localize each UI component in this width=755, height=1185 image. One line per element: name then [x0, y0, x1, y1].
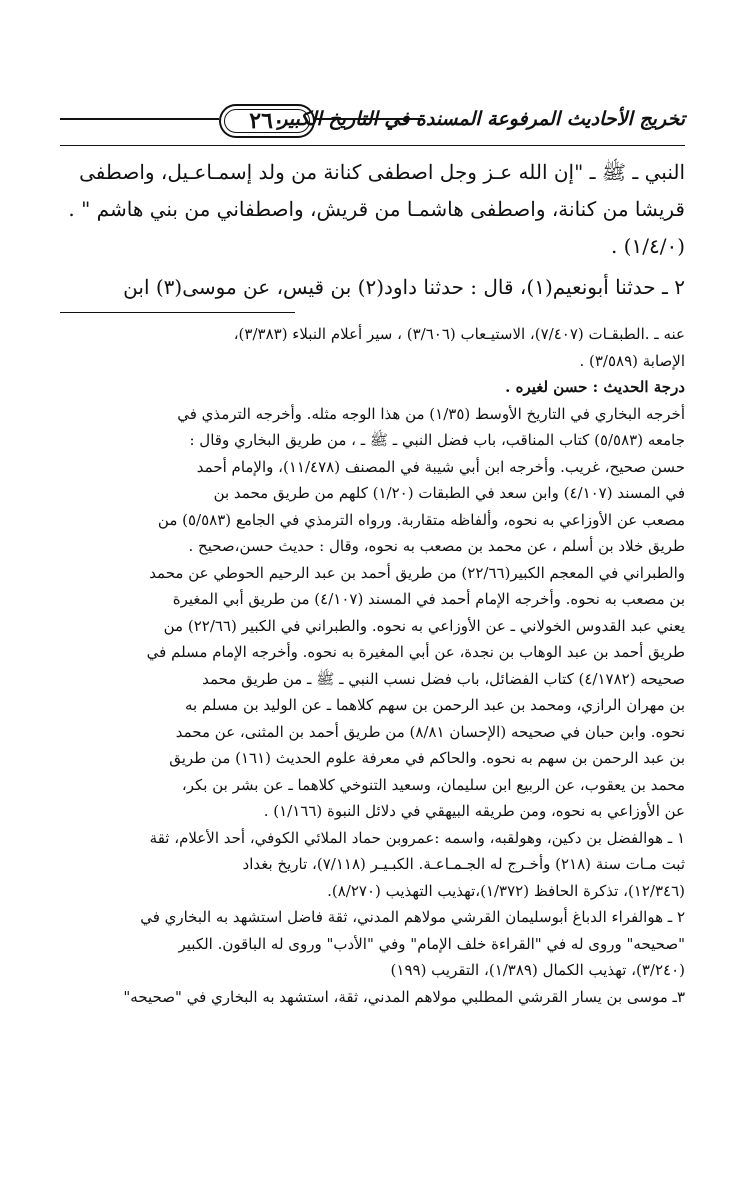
footnote-3-line: ٣ـ موسى بن يسار القرشي المطلبي مولاهم المدني، ثقة، استشهد به البخاري في "صحيحه": [123, 987, 685, 1006]
narration-line: ٢ ـ حدثنا أبونعيم(١)، قال : حدثنا داود(٢) بن قيس، عن موسى(٣) ابن: [123, 275, 685, 299]
takhrij-line: محمد بن يعقوب، عن الربيع ابن سليمان، وسعيد التنوخي كلاهما ـ عن بشر بن بكر،: [181, 775, 685, 794]
takhrij-line: حسن صحيح، غريب. وأخرجه ابن أبي شيبة في المصنف (١١/٤٧٨)، والإمام أحمد: [196, 457, 685, 476]
main-text: [60, 154, 685, 306]
book-page: [60, 92, 685, 1010]
takhrij-line: بن مهران الرازي، ومحمد بن عبد الرحمن بن سهم كلاهما ـ عن الوليد بن مسلم به: [184, 696, 685, 714]
hadith-grade: درجة الحديث : حسن لغيره .: [505, 378, 685, 396]
takhrij-line: عن الأوزاعي به نحوه، ومن طريقه البيهقي في دلائل النبوة (١/١٦٦) .: [263, 802, 685, 820]
header-rule: [60, 145, 685, 146]
takhrij-line: طريق أحمد بن عبد الوهاب بن نجدة، عن أبي المغيرة به نحوه. وأخرجه الإمام مسلم في: [146, 643, 685, 661]
footnote-divider: [60, 312, 295, 313]
takhrij-line: يعني عبد القدوس الخولاني ـ عن الأوزاعي به نحوه. والطبراني في الكبير (٢٢/٦٦) من: [163, 616, 685, 635]
hadith-line: (١/٤/٠) .: [610, 234, 685, 258]
takhrij-line: أخرجه البخاري في التاريخ الأوسط (١/٣٥) من هذا الوجه مثله. وأخرجه الترمذي في: [177, 404, 685, 423]
page-header: [60, 92, 685, 154]
footnote-1-line: ثبت مـات سنة (٢١٨) وأخـرج له الجـمـاعـة. الكبـيـر (٧/١١٨)، تاريخ بغداد: [242, 855, 685, 873]
takhrij-line: جامعه (٥/٥٨٣) كتاب المناقب، باب فضل النبي ـ ﷺ ـ ، من طريق البخاري وقال :: [189, 431, 685, 449]
footnote-1-line: ١ ـ هوالفضل بن دكين، وهولقبه، واسمه :عمروبن حماد الملائي الكوفي، أحد الأعلام، ثقة: [149, 828, 685, 847]
takhrij-line: مصعب عن الأوزاعي به نحوه، وألفاظه متقاربة. ورواه الترمذي في الجامع (٥/٥٨٣) من: [157, 510, 685, 529]
page-number-frame: [219, 104, 315, 138]
footnote-1-line: (١٢/٣٤٦)، تذكرة الحافظ (١/٣٧٢)،تهذيب التهذيب (٨/٢٧٠).: [327, 881, 685, 900]
footnote-2-line: (٣/٢٤٠)، تهذيب الكمال (١/٣٨٩)، التقريب (١٩٩): [390, 961, 685, 979]
takhrij-line: في المسند (٤/١٠٧) وابن سعد في الطبقات (١/٢٠) كلهم من طريق محمد بن: [213, 484, 685, 502]
footnote-2-line: ٢ ـ هوالفراء الدباغ أبوسليمان القرشي مولاهم المدني، ثقة فاضل استشهد به البخاري في: [140, 908, 685, 926]
footnote-line: الإصابة (٣/٥٨٩) .: [579, 351, 685, 370]
header-ornament-line: [60, 118, 219, 120]
page-number: ٢٦٠: [249, 108, 285, 134]
running-title: تخريج الأحاديث المرفوعة المسندة في التاريخ الكبير: [278, 108, 685, 130]
header-ornament-line: [315, 118, 423, 120]
footnotes: [60, 321, 685, 1010]
takhrij-line: طريق خلاد بن أسلم ، عن محمد بن مصعب به نحوه، وقال : حديث حسن،صحيح .: [188, 537, 685, 555]
footnote-line: عنه ـ .الطبقـات (٧/٤٠٧)، الاستيـعاب (٣/٦٠٦) ، سير أعلام النبلاء (٣/٣٨٣)،: [233, 325, 685, 343]
takhrij-line: بن عبد الرحمن بن سهم به نحوه. والحاكم في معرفة علوم الحديث (١٦١) من طريق: [169, 749, 685, 767]
takhrij-line: نحوه. وابن حبان في صحيحه (الإحسان ٨/٨١) من طريق أحمد بن المثنى، عن محمد: [175, 722, 685, 741]
hadith-line: قريشا من كنانة، واصطفى هاشمـا من قريش، واصطفاني من بني هاشم " .: [68, 197, 685, 221]
takhrij-line: والطبراني في المعجم الكبير(٢٢/٦٦) من طريق أحمد بن عبد الرحيم الحوطي عن محمد: [149, 563, 685, 582]
takhrij-line: صحيحه (٤/١٧٨٢) كتاب الفضائل، باب فضل نسب النبي ـ ﷺ ـ من طريق محمد: [202, 669, 685, 688]
hadith-line: النبي ـ ﷺ ـ "إن الله عـز وجل اصطفى كنانة من ولد إسمـاعـيل، واصطفى: [79, 160, 685, 184]
footnote-2-line: "صحيحه" وروى له في "القراءة خلف الإمام" وفي "الأدب" وروى له الباقون. الكبير: [178, 934, 685, 953]
takhrij-line: بن مصعب به نحوه. وأخرجه الإمام أحمد في المسند (٤/١٠٧) من طريق أبي المغيرة: [172, 590, 685, 608]
